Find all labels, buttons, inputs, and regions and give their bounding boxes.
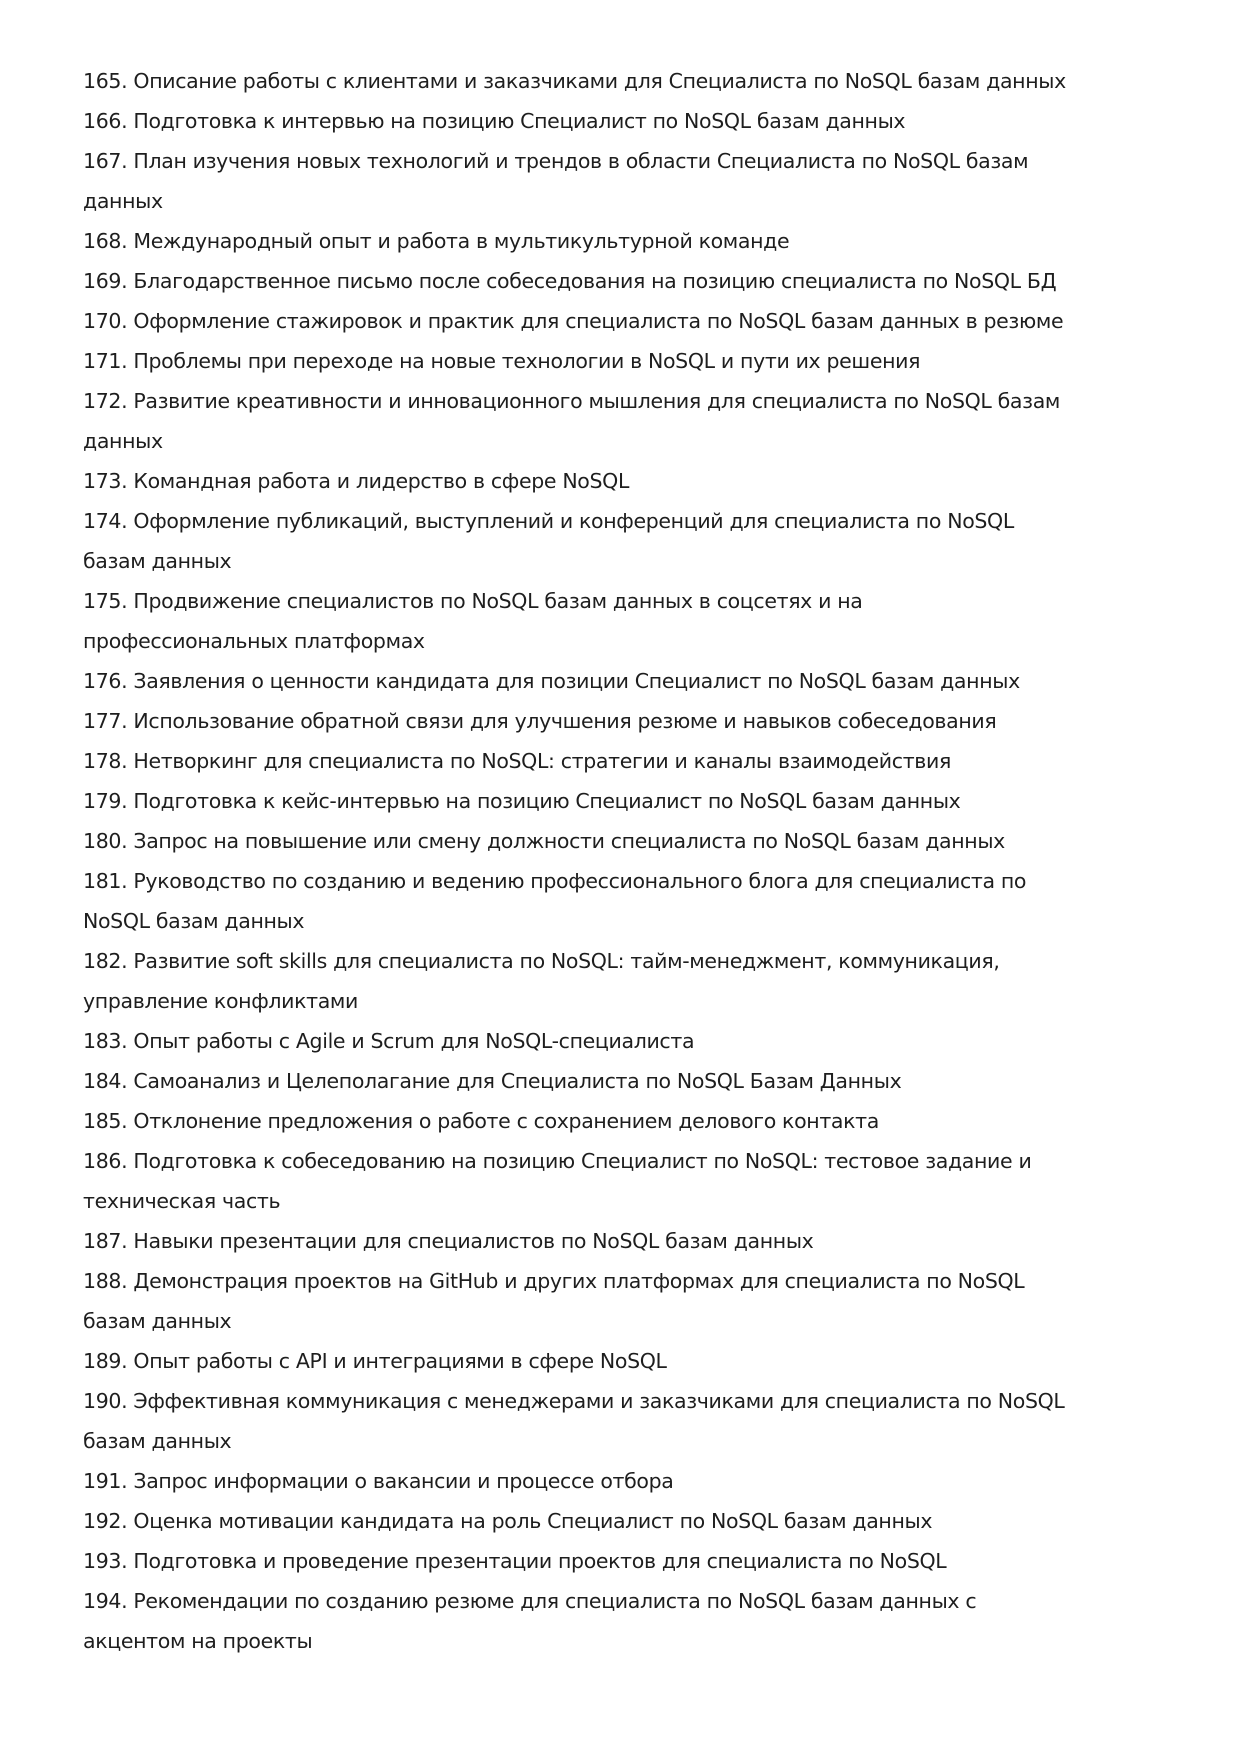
list-item-text-line: 194. Рекомендации по созданию резюме для специалиста по NoSQL базам данных с [83, 1589, 977, 1613]
list-item-text-line: 182. Развитие soft skills для специалиста по NoSQL: тайм-менеджмент, коммуникация, [83, 949, 1000, 973]
list-item-text-line: 185. Отклонение предложения о работе с сохранением делового контакта [83, 1109, 879, 1133]
list-item-text-line: 170. Оформление стажировок и практик для специалиста по NoSQL базам данных в резюме [83, 309, 1064, 333]
list-item-text-line: 181. Руководство по созданию и ведению профессионального блога для специалиста по [83, 869, 1027, 893]
list-item-173 [83, 461, 1173, 501]
list-item-text-line: акцентом на проекты [83, 1629, 313, 1653]
list-item-168 [83, 221, 1173, 261]
list-item-text-line: данных [83, 429, 163, 453]
list-item-175 [83, 581, 1173, 661]
list-item-189 [83, 1341, 1173, 1381]
list-item-text-line: 178. Нетворкинг для специалиста по NoSQL: стратегии и каналы взаимодействия [83, 749, 951, 773]
list-item-169 [83, 261, 1173, 301]
list-item-text-line: 187. Навыки презентации для специалистов по NoSQL базам данных [83, 1229, 814, 1253]
list-item-text-line: 190. Эффективная коммуникация с менеджерами и заказчиками для специалиста по NoSQL [83, 1389, 1065, 1413]
list-item-text-line: базам данных [83, 1429, 232, 1453]
list-item-174 [83, 501, 1173, 581]
document-page [83, 61, 1173, 1661]
list-item-text-line: 175. Продвижение специалистов по NoSQL базам данных в соцсетях и на [83, 589, 863, 613]
list-item-178 [83, 741, 1173, 781]
list-item-text-line: 180. Запрос на повышение или смену должности специалиста по NoSQL базам данных [83, 829, 1005, 853]
list-item-text-line: 179. Подготовка к кейс-интервью на позицию Специалист по NoSQL базам данных [83, 789, 961, 813]
list-item-text-line: 191. Запрос информации о вакансии и процессе отбора [83, 1469, 674, 1493]
list-item-180 [83, 821, 1173, 861]
list-item-166 [83, 101, 1173, 141]
list-item-text-line: 176. Заявления о ценности кандидата для позиции Специалист по NoSQL базам данных [83, 669, 1020, 693]
list-item-text-line: 192. Оценка мотивации кандидата на роль Специалист по NoSQL базам данных [83, 1509, 933, 1533]
list-item-179 [83, 781, 1173, 821]
list-item-182 [83, 941, 1173, 1021]
list-item-187 [83, 1221, 1173, 1261]
list-item-text-line: NoSQL базам данных [83, 909, 305, 933]
list-item-text-line: 171. Проблемы при переходе на новые технологии в NoSQL и пути их решения [83, 349, 921, 373]
list-item-171 [83, 341, 1173, 381]
list-item-176 [83, 661, 1173, 701]
list-item-text-line: 177. Использование обратной связи для улучшения резюме и навыков собеседования [83, 709, 997, 733]
list-item-text-line: 166. Подготовка к интервью на позицию Специалист по NoSQL базам данных [83, 109, 906, 133]
list-item-186 [83, 1141, 1173, 1221]
list-item-text-line: 174. Оформление публикаций, выступлений и конференций для специалиста по NoSQL [83, 509, 1014, 533]
list-item-text-line: 186. Подготовка к собеседованию на позицию Специалист по NoSQL: тестовое задание и [83, 1149, 1032, 1173]
list-item-text-line: 193. Подготовка и проведение презентации проектов для специалиста по NoSQL [83, 1549, 947, 1573]
list-item-text-line: 169. Благодарственное письмо после собеседования на позицию специалиста по NoSQL БД [83, 269, 1057, 293]
list-item-165 [83, 61, 1173, 101]
list-item-177 [83, 701, 1173, 741]
list-item-text-line: 165. Описание работы с клиентами и заказчиками для Специалиста по NoSQL базам данных [83, 69, 1066, 93]
list-item-text-line: управление конфликтами [83, 989, 359, 1013]
list-item-185 [83, 1101, 1173, 1141]
list-item-text-line: 168. Международный опыт и работа в мультикультурной команде [83, 229, 790, 253]
list-item-text-line: 189. Опыт работы с API и интеграциями в сфере NoSQL [83, 1349, 667, 1373]
list-item-text-line: 172. Развитие креативности и инновационного мышления для специалиста по NoSQL базам [83, 389, 1061, 413]
list-item-text-line: базам данных [83, 1309, 232, 1333]
list-item-text-line: базам данных [83, 549, 232, 573]
list-item-192 [83, 1501, 1173, 1541]
list-item-text-line: 183. Опыт работы с Agile и Scrum для NoSQL-специалиста [83, 1029, 695, 1053]
list-item-190 [83, 1381, 1173, 1461]
list-item-183 [83, 1021, 1173, 1061]
list-item-text-line: 188. Демонстрация проектов на GitHub и других платформах для специалиста по NoSQL [83, 1269, 1025, 1293]
list-item-172 [83, 381, 1173, 461]
list-item-text-line: техническая часть [83, 1189, 281, 1213]
list-item-184 [83, 1061, 1173, 1101]
list-item-181 [83, 861, 1173, 941]
list-item-193 [83, 1541, 1173, 1581]
list-item-191 [83, 1461, 1173, 1501]
list-item-167 [83, 141, 1173, 221]
list-item-170 [83, 301, 1173, 341]
list-item-text-line: 167. План изучения новых технологий и трендов в области Специалиста по NoSQL базам [83, 149, 1029, 173]
list-item-text-line: данных [83, 189, 163, 213]
topic-list [83, 61, 1173, 1661]
list-item-188 [83, 1261, 1173, 1341]
list-item-194 [83, 1581, 1173, 1661]
list-item-text-line: 184. Самоанализ и Целеполагание для Специалиста по NoSQL Базам Данных [83, 1069, 902, 1093]
list-item-text-line: 173. Командная работа и лидерство в сфере NoSQL [83, 469, 630, 493]
list-item-text-line: профессиональных платформах [83, 629, 425, 653]
